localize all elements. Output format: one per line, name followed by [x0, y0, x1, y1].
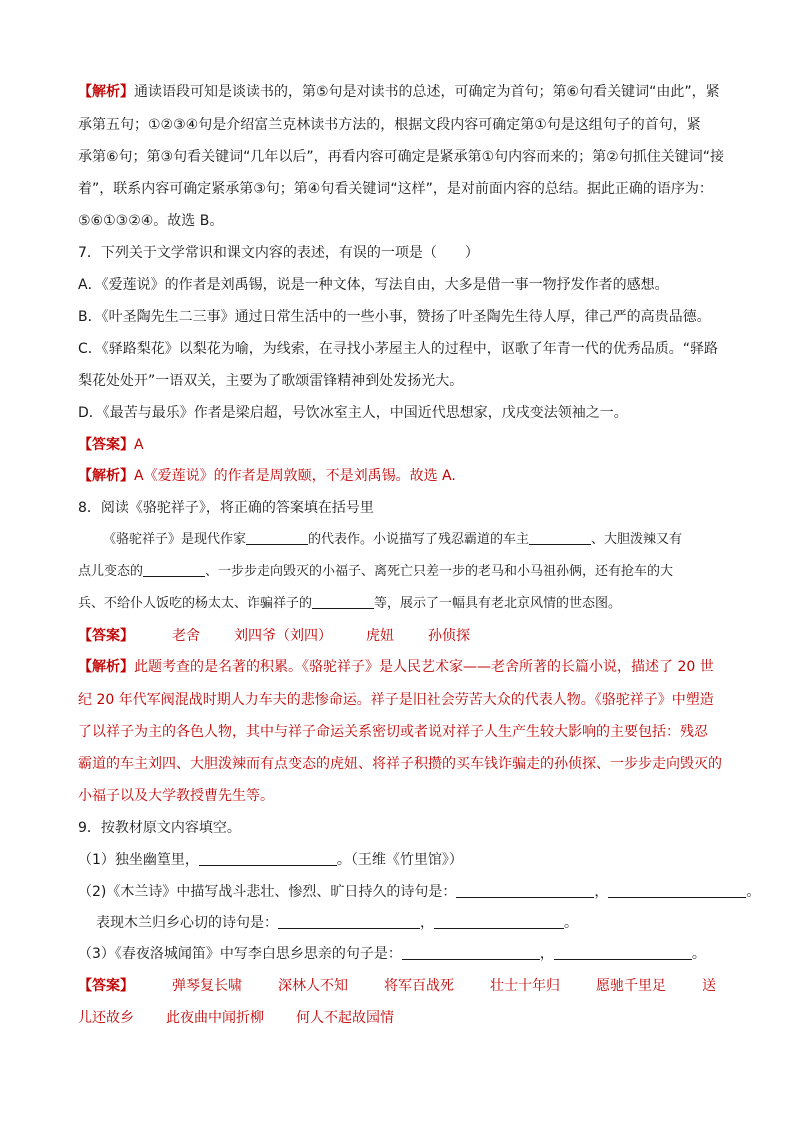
q9-item-2	[78, 882, 760, 902]
q8-analysis-line-2: 纪 20 年代军阀混战时期人力车夫的悲惨命运。祥子是旧社会劳苦大众的代表人物。《骆驼祥子》中塑造	[78, 692, 714, 708]
q7-option-b: B．《叶圣陶先生二三事》通过日常生活中的一些小事，赞扬了叶圣陶先生待人厚，律己严的高贵品德。	[78, 309, 711, 325]
blank-hu-niu[interactable]	[143, 562, 205, 577]
blank-author[interactable]	[246, 530, 308, 545]
passage-text: 等，展示了一幅具有老北京风情的世态图。	[374, 596, 622, 611]
q9-answer-line-2	[78, 1008, 394, 1028]
q7-stem: 7．下列关于文学常识和课文内容的表述，有误的一项是（ ）	[78, 245, 479, 261]
blank-line[interactable]	[278, 914, 420, 929]
q8-analysis-line-4: 霸道的车主刘四、大胆泼辣而有点变态的虎妞、将祥子积攒的买车钱诈骗走的孙侦探、一步步走向毁灭的	[78, 756, 722, 772]
answer-item: 深林人不知	[278, 978, 348, 994]
item-text: 。	[691, 946, 706, 962]
answer-item: 此夜曲中闻折柳	[166, 1010, 264, 1026]
answer-item: 愿驰千里足	[596, 978, 666, 994]
answer-item: 孙侦探	[428, 628, 470, 644]
item-text: 。	[564, 915, 578, 931]
q7-analysis	[78, 466, 456, 486]
passage-text: 、一步步走向毁灭的小福子、离死亡只差一步的老马和小马祖孙俩，还有抢车的大	[205, 564, 674, 579]
q8-analysis-line-3: 了以祥子为主的各色人物，其中与祥子命运关系密切或者说对祥子人生产生较大影响的主要包括：残忍	[78, 724, 708, 740]
analysis-tag: 【解析】	[78, 84, 134, 100]
q8-analysis-line-1	[78, 657, 714, 677]
passage-text: 的代表作。小说描写了残忍霸道的车主	[308, 532, 530, 547]
q8-analysis-line-5: 小福子以及大学教授曹先生等。	[78, 788, 274, 804]
q7-option-a: A．《爱莲说》的作者是刘禹锡，说是一种文体，写法自由，大多是借一事一物抒发作者的感想。	[78, 277, 669, 293]
answer-item: 弹琴复长啸	[172, 978, 242, 994]
q7-option-c-line-1: C．《驿路梨花》以梨花为喻，为线索，在寻找小茅屋主人的过程中，讴歌了年青一代的优秀品质。“驿路	[78, 341, 719, 357]
q8-passage-line-2	[78, 562, 673, 582]
analysis-text: 此题考查的是名著的积累。《骆驼祥子》是人民艺术家——老舍所著的长篇小说，描述了 20 世	[134, 659, 714, 675]
q7-option-d: D．《最苦与最乐》作者是梁启超，号饮冰室主人，中国近代思想家，戊戌变法领袖之一。	[78, 405, 628, 421]
answer-item: 送	[702, 978, 716, 994]
answer-item: 儿还故乡	[78, 1010, 134, 1026]
q9-answer-line-1	[78, 976, 716, 996]
passage-text: 点儿变态的	[78, 564, 144, 579]
item-text: （1）独坐幽篁里，	[78, 852, 199, 868]
item-text: （2)《木兰诗》中描写战斗悲壮、惨烈、旷日持久的诗句是：	[78, 884, 457, 900]
blank-line[interactable]	[199, 851, 337, 866]
blank-detective[interactable]	[312, 594, 374, 609]
item-text: 。（王维《竹里馆》）	[336, 852, 463, 868]
passage-text: 兵、不给仆人饭吃的杨太太、诈骗祥子的	[78, 596, 313, 611]
answer-tag: 【答案】	[78, 437, 134, 453]
q6-analysis-line-3: 承第⑥句；第③句看关键词“几年以后”，再看内容可确定是紧承第①句内容而来的；第②句抓住关键词“接	[78, 149, 724, 165]
answer-item: 何人不起故园情	[296, 1010, 394, 1026]
q9-stem: 9．按教材原文内容填空。	[78, 820, 241, 836]
answer-item: 刘四爷（刘四）	[234, 628, 332, 644]
analysis-tag: 【解析】	[78, 468, 134, 484]
passage-text: 、大胆泼辣又有	[591, 532, 683, 547]
answer-item: 老舍	[172, 628, 200, 644]
answer-item: 虎妞	[366, 628, 394, 644]
blank-line[interactable]	[608, 883, 746, 898]
passage-text: 《骆驼祥子》是现代作家	[103, 532, 247, 547]
q6-analysis-line-2: 承第五句；①②③④句是介绍富兰克林读书方法的，根据文段内容可确定第①句是这组句子的首句，紧	[78, 117, 701, 133]
item-text: 表现木兰归乡心切的诗句是：	[96, 915, 278, 931]
q9-item-2b	[96, 913, 578, 933]
q7-answer	[78, 435, 144, 455]
answer-tag: 【答案】	[78, 628, 134, 644]
item-text: 。	[746, 884, 761, 900]
analysis-text: A《爱莲说》的作者是周敦颐，不是刘禹锡。故选 A.	[134, 468, 456, 484]
analysis-text: 通读语段可知是谈读书的，第⑤句是对读书的总述，可确定为首句；第⑥句看关键词“由此”，紧	[134, 84, 720, 100]
q7-option-c-line-2: 梨花处处开”一语双关，主要为了歌颂雷锋精神到处发扬光大。	[78, 373, 464, 389]
q6-analysis-line-5: ⑤⑥①③②④。故选 B。	[78, 213, 224, 229]
item-text: ，	[594, 884, 609, 900]
q8-stem: 8．阅读《骆驼祥子》，将正确的答案填在括号里	[78, 500, 374, 516]
q9-item-1	[78, 850, 463, 870]
q9-item-3	[78, 944, 706, 964]
blank-car-owner[interactable]	[529, 530, 591, 545]
item-text: （3）《春夜洛城闻笛》中写李白思乡思亲的句子是：	[78, 946, 402, 962]
blank-line[interactable]	[554, 945, 692, 960]
q6-analysis-line-4: 着”，联系内容可确定紧承第③句；第④句看关键词“这样”，是对前面内容的总结。据此正确的语序为：	[78, 181, 713, 197]
blank-line[interactable]	[456, 883, 594, 898]
answer-tag: 【答案】	[78, 978, 134, 994]
blank-line[interactable]	[402, 945, 540, 960]
item-text: ，	[539, 946, 554, 962]
q8-answer	[78, 626, 470, 646]
blank-line[interactable]	[434, 914, 564, 929]
q8-passage-line-3	[78, 594, 621, 614]
answer-item: 壮士十年归	[490, 978, 560, 994]
answer-value: A	[134, 437, 144, 453]
q8-passage-line-1	[103, 530, 682, 550]
q6-analysis-line-1	[78, 82, 720, 102]
analysis-tag: 【解析】	[78, 659, 134, 675]
answer-item: 将军百战死	[384, 978, 454, 994]
item-text: ，	[420, 915, 434, 931]
